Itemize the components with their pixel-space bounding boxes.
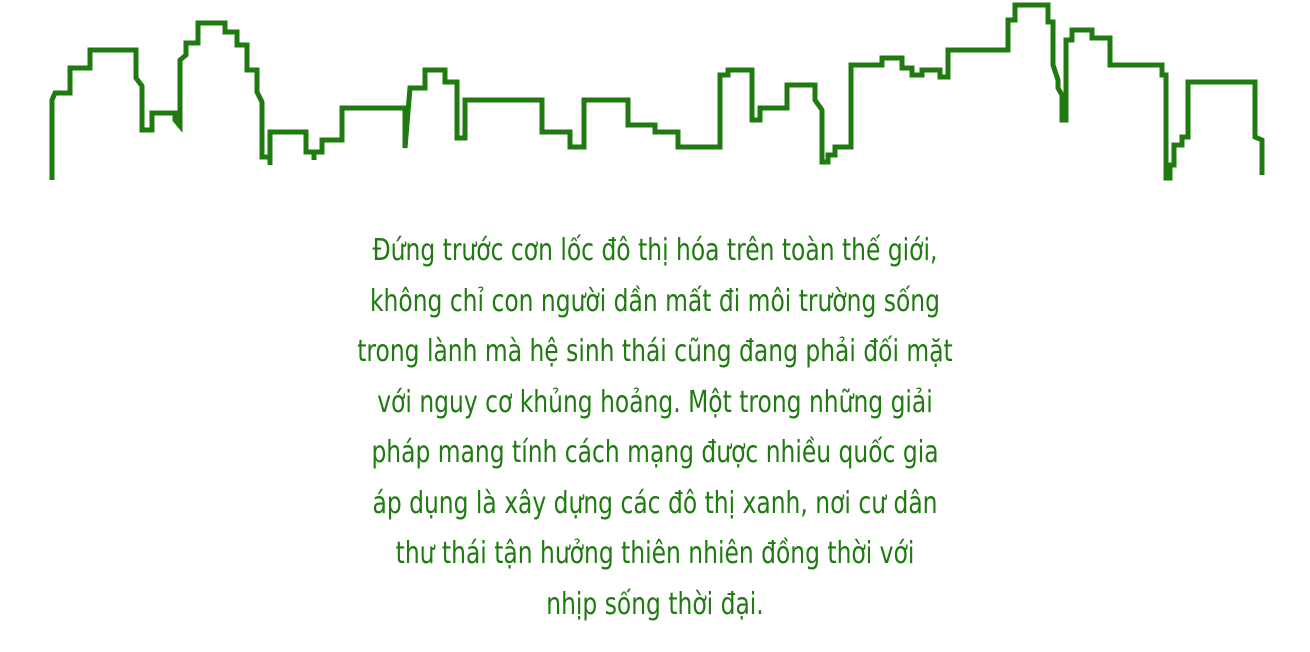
- paragraph-line-4: với nguy cơ khủng hoảng. Một trong những giải: [377, 384, 933, 420]
- paragraph-line-3: trong lành mà hệ sinh thái cũng đang phải đối mặt: [357, 334, 953, 369]
- paragraph-line-1: Đứng trước cơn lốc đô thị hóa trên toàn thế giới,: [372, 233, 938, 268]
- city-skyline-illustration: [0, 0, 1310, 190]
- intro-paragraph: [225, 226, 1085, 630]
- paragraph-line-5: pháp mang tính cách mạng được nhiều quốc gia: [371, 435, 939, 470]
- paragraph-line-6: áp dụng là xây dựng các đô thị xanh, nơi cư dân: [372, 485, 938, 521]
- paragraph-line-8: nhịp sống thời đại.: [546, 586, 764, 622]
- skyline-outline-path: [52, 5, 1262, 180]
- paragraph-line-7: thư thái tận hưởng thiên nhiên đồng thời với: [395, 536, 915, 571]
- paragraph-line-2: không chỉ con người dần mất đi môi trường sống: [369, 283, 940, 319]
